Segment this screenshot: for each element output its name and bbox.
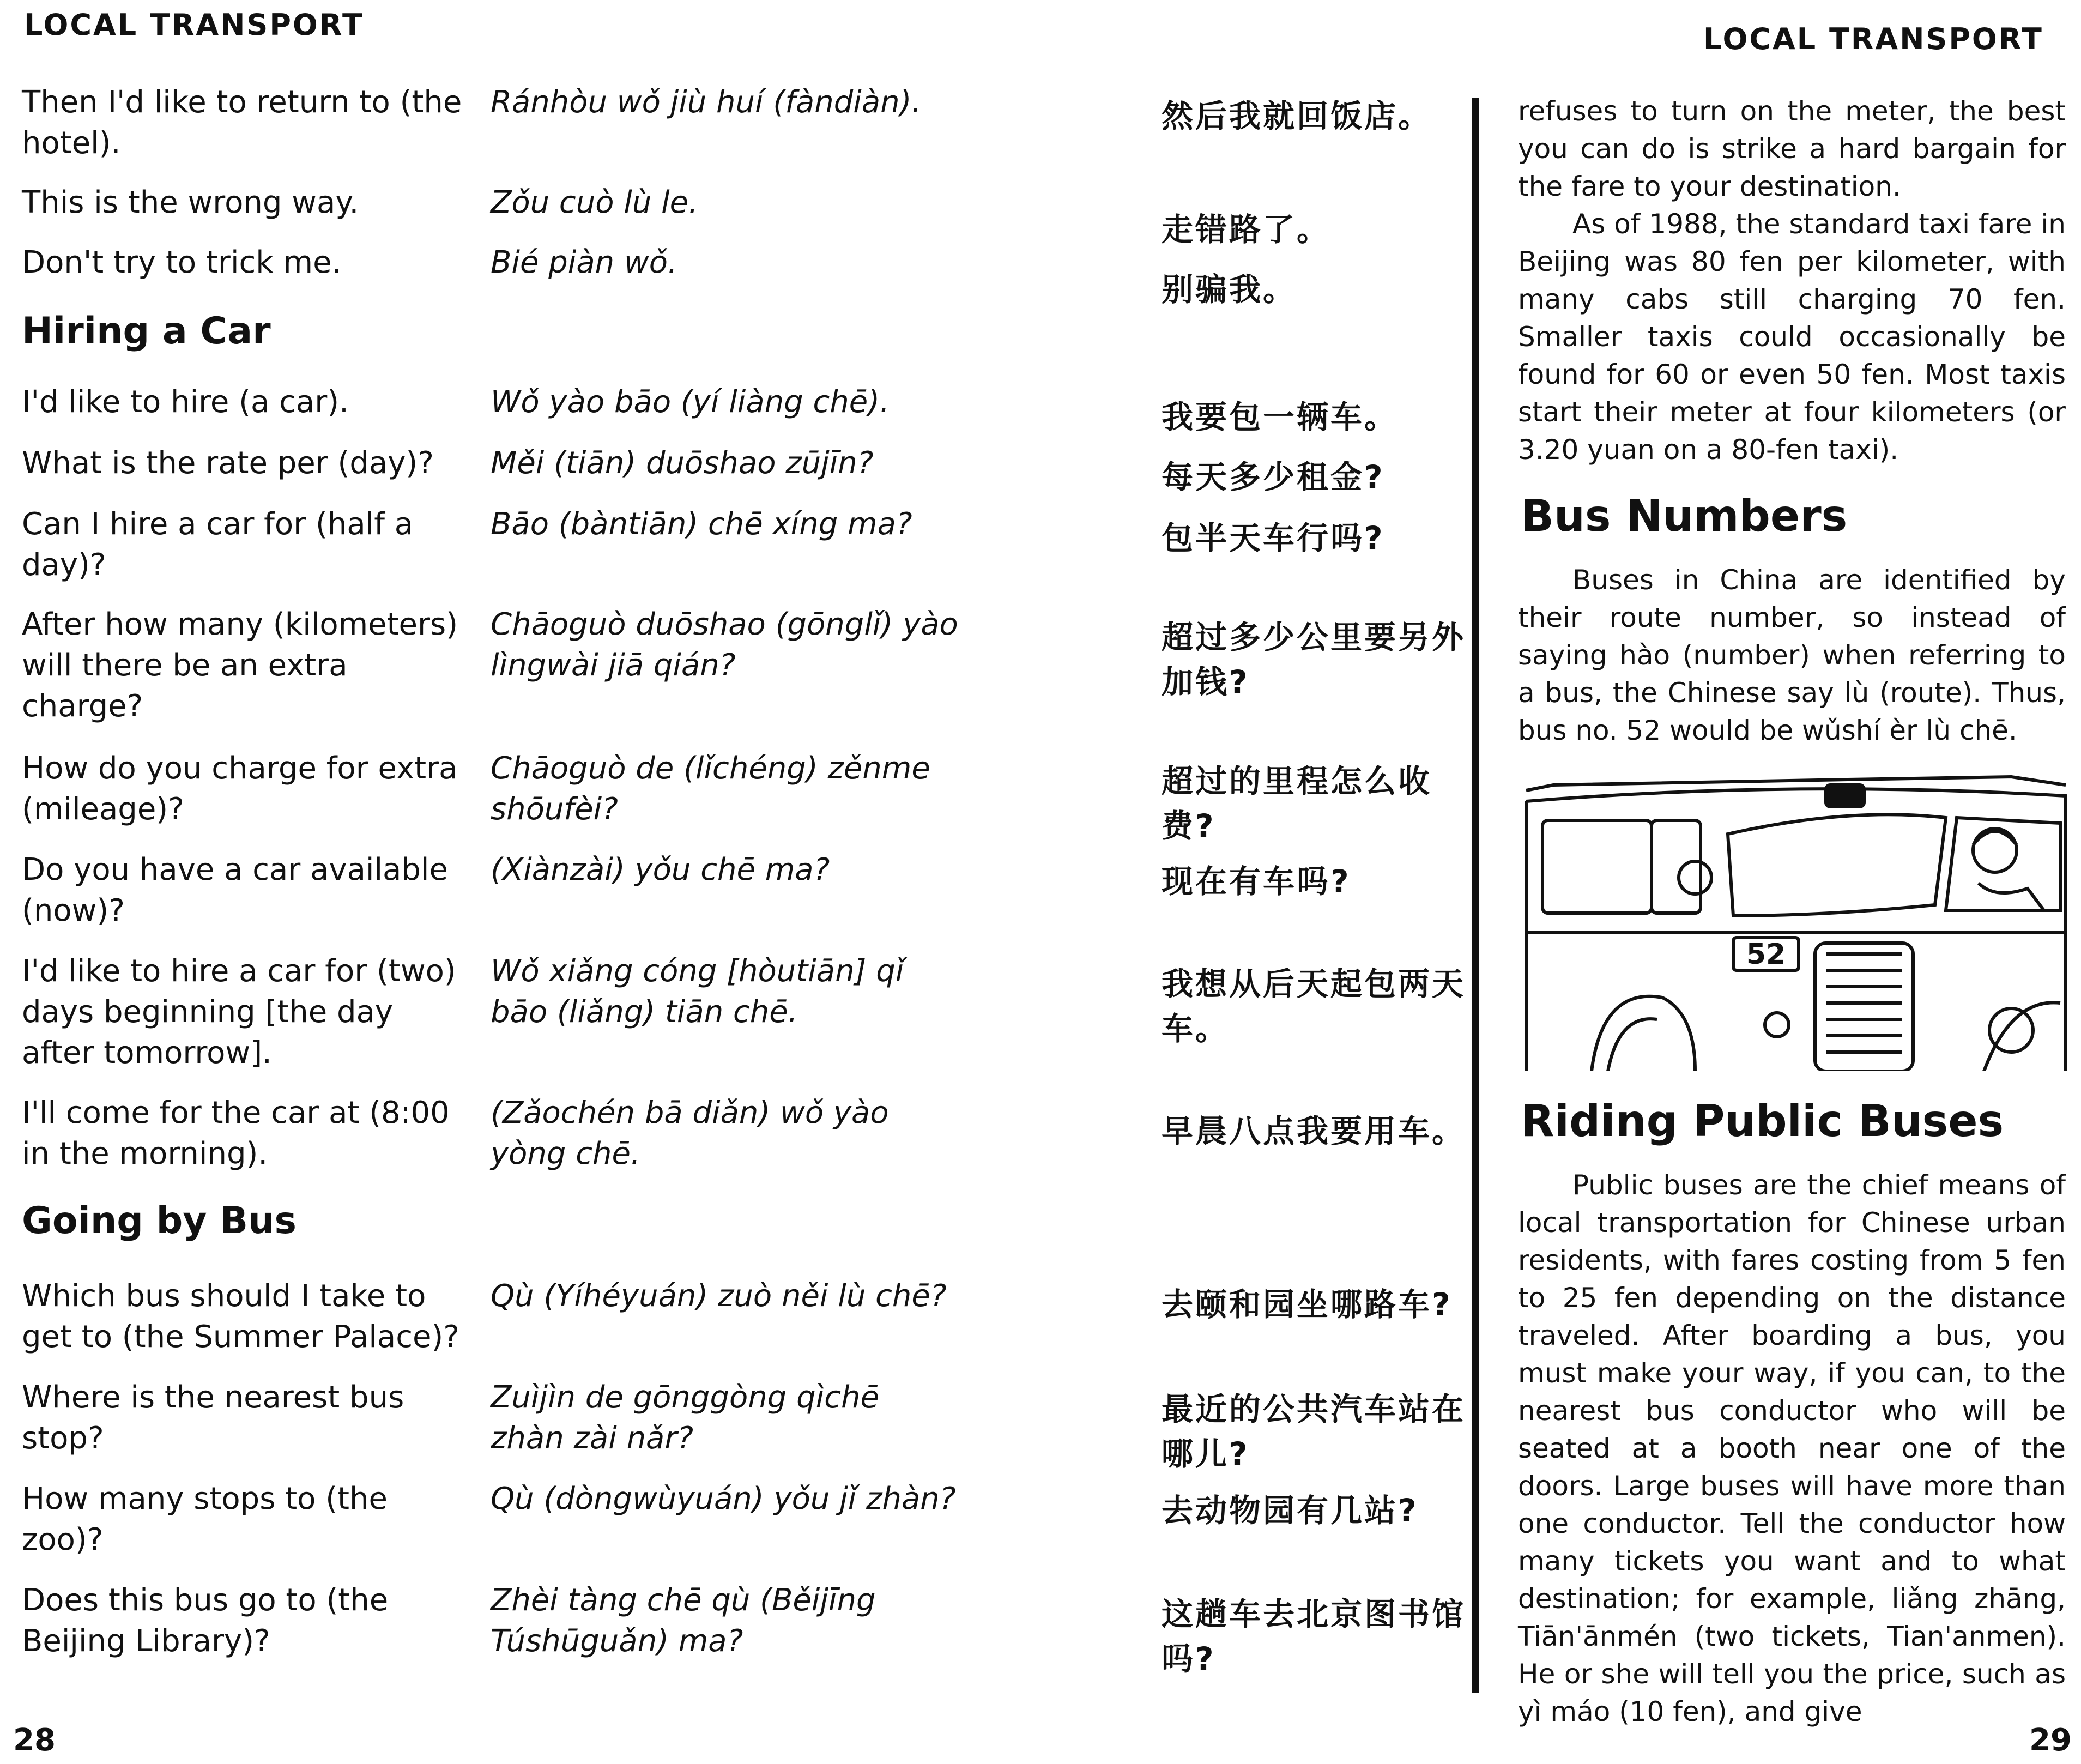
- phrase-pinyin: Bāo (bàntiān) chē xíng ma?: [491, 506, 912, 542]
- phrase-pinyin: (Xiànzài) yǒu chē ma?: [491, 852, 830, 887]
- route-sign-number: 52: [1746, 938, 1786, 971]
- riding-paragraph: Public buses are the chief means of local transportation for Chinese urban residents, with fares costing from 5 fen to 25 fen depending on the distance traveled. After boarding a bus, you must make your way, if you can, to the nearest bus conductor who will be seated at a booth near one of the doors. Large buses will have more than one conductor. Tell the conductor how many tickets you want and to what destination; for example, liǎng zhāng, Tiān'ānmén (two tickets, Tian'anmen). He or she will tell you the price, such as yì máo (10 fen), and give: [1518, 1169, 2066, 1727]
- phrase-chinese: 别骗我。: [1162, 271, 1297, 308]
- phrase-english: After how many (kilometers) will there be an extra charge?: [22, 607, 458, 724]
- phrase-pinyin: Zuìjìn de gōnggòng qìchē zhàn zài nǎr?: [491, 1380, 879, 1456]
- phrase-english: Which bus should I take to get to (the Summer Palace)?: [22, 1278, 460, 1355]
- phrase-pinyin: Zǒu cuò lù le.: [491, 185, 698, 220]
- phrase-chinese: 去颐和园坐哪路车?: [1162, 1286, 1453, 1323]
- phrase-pinyin: Qù (dòngwùyuán) yǒu jǐ zhàn?: [491, 1481, 956, 1517]
- phrase-chinese: 我想从后天起包两天车。: [1162, 965, 1466, 1047]
- phrase-chinese: 超过多少公里要另外加钱?: [1162, 619, 1466, 700]
- phrase-pinyin: Bié piàn wǒ.: [491, 245, 677, 280]
- phrase-english: How do you charge for extra (mileage)?: [22, 751, 458, 827]
- riding-text: [1518, 1167, 2066, 1731]
- phrase-english: I'd like to hire (a car).: [22, 384, 349, 420]
- phrase-english: This is the wrong way.: [22, 185, 359, 220]
- taxi-paragraph-1: refuses to turn on the meter, the best you can do is strike a hard bargain for the fare to your destination.: [1518, 95, 2066, 202]
- running-head-right: LOCAL TRANSPORT: [1703, 22, 2043, 56]
- section-heading-hiring-a-car: Hiring a Car: [22, 310, 271, 353]
- phrase-pinyin: Chāoguò duōshao (gōnglǐ) yào lìngwài jiā qián?: [491, 607, 958, 683]
- phrase-english: I'd like to hire a car for (two) days beginning [the day after tomorrow].: [22, 953, 456, 1071]
- phrase-pinyin: Ránhòu wǒ jiù huí (fàndiàn).: [491, 84, 922, 120]
- phrase-chinese: 我要包一辆车。: [1162, 398, 1399, 436]
- phrase-pinyin: Zhèi tàng chē qù (Běijīng Túshūguǎn) ma?: [491, 1582, 876, 1659]
- phrase-chinese: 然后我就回饭店。: [1162, 98, 1432, 135]
- phrase-chinese: 包半天车行吗?: [1162, 519, 1385, 557]
- phrase-chinese: 超过的里程怎么收费?: [1162, 763, 1432, 844]
- phrase-english: Can I hire a car for (half a day)?: [22, 506, 414, 583]
- phrase-english: I'll come for the car at (8:00 in the morning).: [22, 1095, 450, 1171]
- phrase-pinyin: Měi (tiān) duōshao zūjīn?: [491, 445, 874, 481]
- phrase-pinyin: Qù (Yíhéyuán) zuò něi lù chē?: [491, 1278, 947, 1314]
- phrase-pinyin: (Zǎochén bā diǎn) wǒ yào yòng chē.: [491, 1095, 889, 1171]
- phrase-english: Then I'd like to return to (the hotel).: [22, 84, 462, 161]
- heading-bus-numbers: Bus Numbers: [1521, 491, 1848, 541]
- page-number-right: 29: [2029, 1723, 2072, 1758]
- phrase-chinese: 现在有车吗?: [1162, 863, 1351, 900]
- bus-illustration: [1521, 769, 2068, 1071]
- section-heading-going-by-bus: Going by Bus: [22, 1199, 297, 1242]
- phrase-chinese: 去动物园有几站?: [1162, 1492, 1419, 1529]
- phrase-chinese: 早晨八点我要用车。: [1162, 1113, 1466, 1150]
- phrase-english: Do you have a car available (now)?: [22, 852, 448, 928]
- phrase-english: Where is the nearest bus stop?: [22, 1380, 404, 1456]
- phrase-pinyin: Chāoguò de (lǐchéng) zěnme shōufèi?: [491, 751, 930, 827]
- phrase-english: Does this bus go to (the Beijing Library)?: [22, 1582, 389, 1659]
- phrase-english: How many stops to (the zoo)?: [22, 1481, 388, 1557]
- phrase-chinese: 这趟车去北京图书馆吗?: [1162, 1596, 1466, 1677]
- phrase-english: What is the rate per (day)?: [22, 445, 434, 481]
- bus-numbers-text: [1518, 561, 2066, 750]
- phrase-pinyin: Wǒ xiǎng cóng [hòutiān] qǐ bāo (liǎng) tiān chē.: [491, 953, 904, 1030]
- page-number-left: 28: [13, 1723, 56, 1758]
- taxi-text: [1518, 93, 2066, 469]
- phrase-english: Don't try to trick me.: [22, 245, 342, 280]
- running-head-left: LOCAL TRANSPORT: [24, 8, 364, 42]
- column-divider: [1472, 98, 1479, 1693]
- phrase-chinese: 最近的公共汽车站在哪儿?: [1162, 1391, 1466, 1472]
- bus-numbers-paragraph: Buses in China are identified by their route number, so instead of saying hào (number) when referring to a bus, the Chinese say lù (route). Thus, bus no. 52 would be wǔshí èr lù chē.: [1518, 564, 2066, 746]
- phrase-chinese: 每天多少租金?: [1162, 458, 1385, 496]
- phrase-chinese: 走错路了。: [1162, 211, 1331, 248]
- heading-riding-public-buses: Riding Public Buses: [1521, 1096, 2004, 1146]
- taxi-paragraph-2: As of 1988, the standard taxi fare in Beijing was 80 fen per kilometer, with many cabs still charging 70 fen. Smaller taxis could occasionally be found for 60 or even 50 fen. Most taxis start their meter at four kilometers (or 3.20 yuan on a 80-fen taxi).: [1518, 208, 2066, 466]
- phrase-pinyin: Wǒ yào bāo (yí liàng chē).: [491, 384, 890, 420]
